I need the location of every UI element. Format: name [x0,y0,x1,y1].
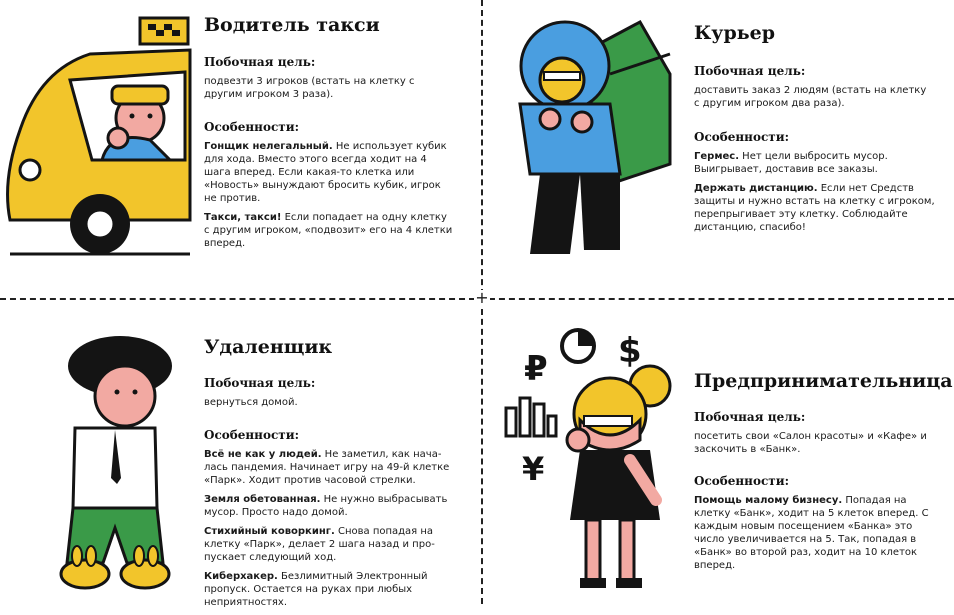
taxi-driver-illustration [0,10,200,260]
remote-goal-label: Побочная цель: [204,376,316,390]
business-goal-label: Побочная цель: [694,410,806,424]
taxi-goal-label: Побочная цель: [204,55,316,69]
taxi-title: Водитель такси [204,14,380,36]
feature-item: Такси, такси! Если попадает на одну клетку с другим игроком, «подвозит» его на 4 клетки вперед. [204,212,453,249]
business-goal-text: посетить свои «Салон красоты» и «Кафе» и заскочить в «Банк». [694,431,927,455]
remote-goal-text: вернуться домой. [204,397,298,408]
business-features-list [694,494,934,578]
business-title: Предпринимательница [694,370,953,392]
remote-worker-illustration [45,338,175,593]
yen-icon: ¥ [522,450,545,488]
feature-item: Гермес. Нет цели выбросить мусор. Выигрывает, доставив все заказы. [694,151,888,175]
cut-cross-mark: + [475,288,489,307]
dollar-icon: $ [618,331,642,371]
bar-chart-icon [506,398,556,436]
feature-item: Стихийный коворкинг. Снова попадая на клетку «Парк», делает 2 шага назад и пропускает следующий ход. [204,526,435,563]
businesswoman-illustration [500,320,685,600]
feature-item: Гонщик нелегальный. Не использует кубик для хода. Вместо этого всегда ходит на 4 шага вперед. Если какая-то клетка или «Новость» вынуждают бросить кубик, игрок не против. [204,141,447,204]
courier-goal-text: доставить заказ 2 людям (встать на клетку с другим игроком два раза). [694,85,927,109]
remote-title: Удаленщик [204,336,333,358]
feature-item: Земля обетованная. Не нужно выбрасывать мусор. Просто надо домой. [204,494,448,518]
feature-item: Всё не как у людей. Не заметил, как началась пандемия. Начинает игру на 49-й клетке «Парк». Ходит против часовой стрелки. [204,449,450,486]
remote-features-label: Особенности: [204,428,300,442]
remote-features-list [204,448,459,615]
courier-title: Курьер [694,22,776,44]
feature-item: Держать дистанцию. Если нет Средств защиты и нужно встать на клетку с игроком, перепрыгивает эту клетку. Соблюдайте дистанцию, спасибо! [694,183,935,233]
taxi-features-list [204,140,454,256]
courier-illustration [510,14,680,259]
courier-features-list [694,150,939,240]
ruble-icon: ₽ [524,349,548,389]
courier-goal-label: Побочная цель: [694,64,806,78]
business-features-label: Особенности: [694,474,790,488]
courier-features-label: Особенности: [694,130,790,144]
taxi-goal-text: подвезти 3 игроков (встать на клетку с другим игроком 3 раза). [204,76,415,100]
taxi-features-label: Особенности: [204,120,300,134]
feature-item: Киберхакер. Безлимитный Электронный пропуск. Остается на руках при любых неприятностях. [204,571,428,608]
feature-item: Помощь малому бизнесу. Попадая на клетку «Банк», ходит на 5 клеток вперед. С каждым новым посещением «Банка» это число увеличивается на 5. Так, попадая в «Банк» во второй раз, ходит на 10 клеток вперед. [694,495,929,571]
